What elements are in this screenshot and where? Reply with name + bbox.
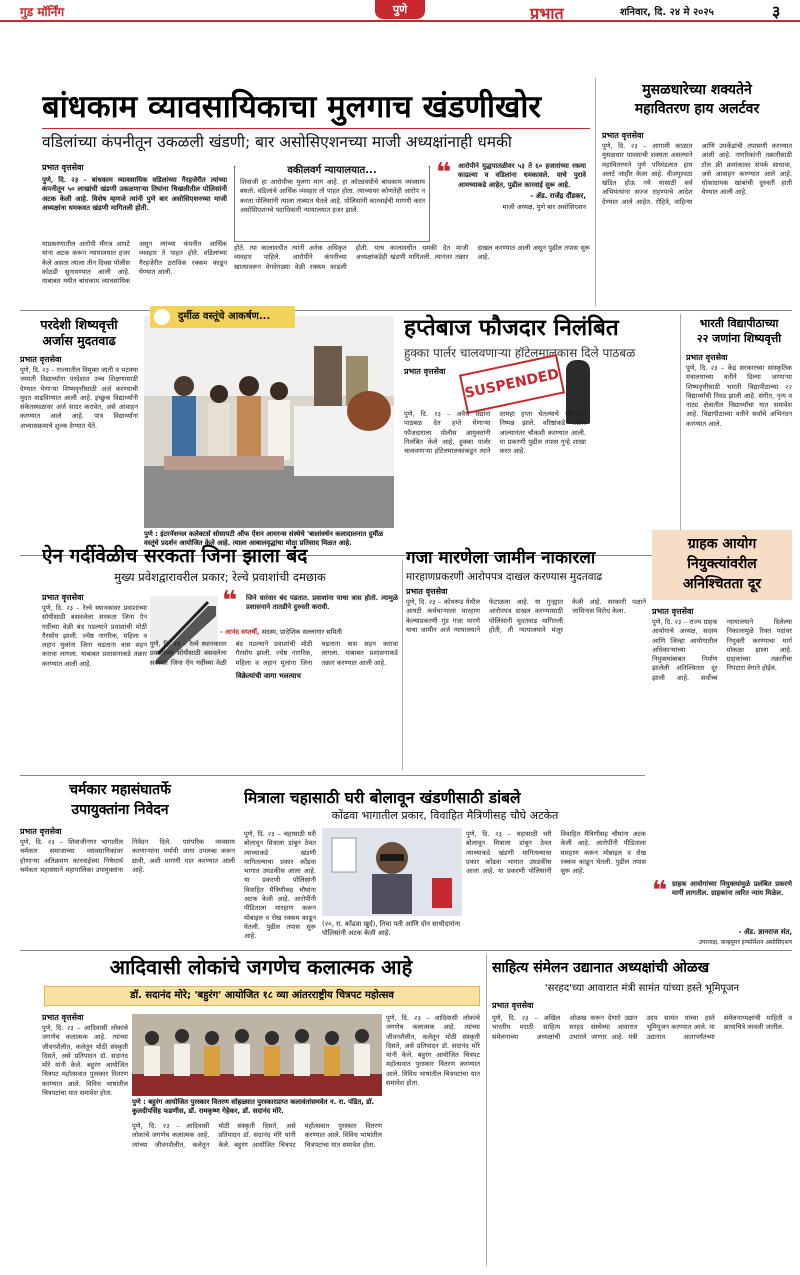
museum-caption: पुणे : इंटरनॅशनल कलेक्टर्स सोसायटी ऑफ ऐंशन आयरन्स संस्थेचे 'बालांवर्धन कलादालनात दुर्मीळ वस्तूंचे प्रदर्शन आयोजित केले आहे. त्याला आबालवृद्धांचा मोठा प्रतिसाद मिळत आहे. [144, 530, 384, 547]
gaja-text: पुणे, दि. २३ – कोथरूड येथील आयटी कर्मचाऱ्याला मारहाण केल्याप्रकरणी गुंड गजा मारणे याचा जामीन अर्ज न्यायालयाने फेटाळला आहे. या गुन्ह्यात आरोपपत्र दाखल करण्यासाठी पोलिसांनी मुदतवाढ मागितली होती, ती न्यायालयाने मंजूर केली आहे. सरकारी पक्षाने जामिनास विरोध केला. [406, 598, 646, 634]
faujdar-text: पुणे, दि. २३ – अवैध धंद्यांना पाठबळ देत हप्ते घेणाऱ्या फौजदाराला पोलीस आयुक्तांनी निलंबित केले आहे. हुक्का पार्लर चालवणाऱ्या हॉटेलमालकाकडून त्याने दरमहा हप्ता घेतल्याचे चौकशीत निष्पन्न झाले. वरिष्ठांकडे तक्रार आल्यानंतर चौकशी करण्यात आली. या प्रकरणी पुढील तपास गुन्हे शाखा करत आहे. [404, 410, 586, 456]
escalator-subtitle: विक्रेत्यांची जागा भलत्याच [236, 672, 301, 680]
mseb-headline2: महावितरण हाय अलर्टवर [634, 101, 760, 117]
lead-quote-author: - ॲड. राजेंद्र दौंडकर, [530, 192, 586, 200]
gaja-headline: गजा मारणेला जामीन नाकारला [406, 548, 596, 568]
issue-date: शनिवार, दि. २४ मे २०२५ [620, 7, 714, 18]
grahak-headline2: नियुक्त्यांवरील [687, 556, 757, 572]
lead-body1: याप्रकरणातील आरोपी मीरज आपटे यांना अटक करून न्यायालयात हजर केले असता त्याला तीन दिवस पोलीस कोठडी सुनावण्यात आली आहे. याबाबत मयीत बांधकाम व्यावसायिक असून त्यांच्या कंपनीत आर्थिक व्यवहार ते पाहत होते. वडिलांच्या गैरहजेरीत ठराविक रक्कम काढून घेण्यात आली. [42, 240, 227, 286]
page-number: ३ [772, 2, 781, 21]
charmakar-headline2: उपायुक्तांना निवेदन [71, 802, 169, 818]
escalator-quote: जिने वारंवार बंद पडतात. प्रवाशांना याचा त्रास होतो. त्यामुळे प्रशासनाने तातडीने दुरुस्ती करावी. [246, 594, 398, 612]
adivasi-text2: पुणे, दि. २३ – आदिवासी लोकांचे जगणेच कलात्मक आहे. त्यांच्या जीवनशैलीत, कलेतून मोठी संस्कृती दिसते, असे प्रतिपादन डॉ. सदानंद मोरे यांनी केले. बहुरंग आयोजित चित्रपट महोत्सवात पुरस्कार वितरण करण्यात आले. विविध भाषांतील चित्रपटांचा यात समावेश होता. [132, 1122, 382, 1149]
kondhwa-caption: (२०, रा. कोंढवा खुर्द), तिचा पती आणि दोन साथीदारांना पोलिसांनी अटक केली आहे. [322, 920, 461, 937]
lead-headline: बांधकाम व्यावसायिकाचा मुलगाच खंडणीखोर [42, 89, 542, 125]
kondhwa-text2: पुणे, दि. २३ – चहासाठी घरी बोलावून मित्राला डांबून ठेवत त्याच्याकडे खंडणी मागितल्याचा प्रकार कोंढवा भागात उघडकीस आला आहे. या प्रकरणी पोलिसांनी विवाहित मैत्रिणीसह चौघांना अटक केली आहे. आरोपींनी पीडिताला मारहाण करून मोबाइल व रोख रक्कम काढून घेतली. पुढील तपास सुरू आहे. [466, 830, 646, 876]
museum-tag: दुर्मीळ वस्तूंचे आकर्षण... [150, 306, 295, 328]
grahak-quote-icon: ❝ [652, 876, 668, 906]
charmakar-byline: प्रभात वृत्तसेवा [20, 827, 62, 836]
kondhwa-headline: मित्राला चहासाठी घरी बोलावून खंडणीसाठी डांबले [244, 789, 521, 807]
adivasi-byline: प्रभात वृत्तसेवा [42, 1013, 84, 1022]
grahak-quote-role: उपाध्यक्ष, कन्झ्युमर इन्फॉर्मेशन असोसिएशन [698, 939, 792, 946]
escalator-headline: ऐन गर्दीवेळीच सरकता जिना झाला बंद [42, 545, 308, 567]
scholarship-text: पुणे, दि. २३ – राज्यातील विमुक्त जाती व भटक्या जमाती विद्यार्थ्यांना परदेशात उच्च शिक्षणासाठी देण्यात येणाऱ्या शिष्यवृत्तीसाठी अर्ज करण्याची मुदत वाढविण्यात आली आहे. इच्छुक विद्यार्थ्यांनी संकेतस्थळावर अर्ज सादर करावेत, असे आवाहन करण्यात आले आहे. पात्र विद्यार्थ्यांना अभ्यासक्रमाचे शुल्क देण्यात येते. [20, 366, 138, 430]
faujdar-headline: हप्तेबाज फौजदार निलंबित [404, 315, 619, 341]
escalator-byline: प्रभात वृत्तसेवा [42, 593, 84, 602]
grahak-quote: ग्राहक आयोगांच्या नियुक्त्यांमुळे प्रलंबित प्रकरणे मार्गी लागतील. ग्राहकांना त्वरित न्याय मिळेल. [672, 880, 792, 898]
adivasi-photo [132, 1014, 382, 1096]
grahak-text: पुणे, दि. २३ – राज्य ग्राहक आयोगाचे अध्यक्ष, सदस्य आणि जिल्हा आयोगातील अधिकाऱ्यांच्या नियुक्त्यांबाबत निर्माण झालेली अनिश्चितता दूर झाली आहे. सर्वोच्च न्यायालयाने दिलेल्या निकालामुळे रिक्त पदांवर नियुक्ती करण्याचा मार्ग मोकळा झाला आहे. ग्राहकांच्या तक्रारींचा निपटारा वेगाने होईल. [652, 618, 792, 682]
grahak-headline3: अनिश्चितता दूर [682, 576, 762, 592]
escalator-quote-role: सदस्य, प्रादेशिक सल्लागार समिती [261, 628, 342, 636]
col-divider [595, 78, 596, 306]
charmakar-text: पुणे, दि. २३ – शिवाजीनगर भागातील चर्मकार समाजाच्या व्यावसायिकांवर होणाऱ्या अतिक्रमण कारवाईच्या निषेधार्थ चर्मकार महासंघाने महापालिका उपायुक्तांना निवेदन दिले. पारंपरिक व्यवसाय करणाऱ्यांना पर्यायी जागा उपलब्ध करून द्यावी, अशी मागणी यात करण्यात आली आहे. [20, 838, 235, 874]
section-rule-3 [20, 775, 645, 776]
escalator-subhead: मुख्य प्रवेशद्वारावरील प्रकार; रेल्वे प्रवाशांची दमछाक [114, 570, 326, 584]
section-rule-4 [20, 950, 792, 951]
newspaper-logo: प्रभात [530, 4, 564, 23]
escalator-text2: पुणे, दि. २३ – रेल्वे स्थानकावर प्रवाशांच्या सोयीसाठी बसवलेला सरकता जिना ऐन गर्दीच्या वेळी बंद पडल्याने प्रवाशांची मोठी गैरसोय झाली. ज्येष्ठ नागरिक, महिला व लहान मुलांना जिना चढताना त्रास सहन करावा लागला. याबाबत प्रशासनाकडे तक्रार करण्यात आली आहे. [150, 640, 398, 667]
vidyapeeth-text: पुणे, दि. २३ – केंद्र सरकारच्या सांस्कृतिक मंत्रालयाच्या वतीने दिल्या जाणाऱ्या शिष्यवृत्तीसाठी भारती विद्यापीठाच्या २२ विद्यार्थ्यांची निवड झाली आहे. संगीत, नृत्य व नाट्य क्षेत्रातील विद्यार्थ्यांचा यात समावेश आहे. विद्यापीठाच्या वतीने सर्वांचे अभिनंदन करण्यात आले. [686, 364, 792, 428]
museum-photo [144, 316, 394, 528]
kondhwa-subhead: कोंढवा भागातील प्रकार, विवाहित मैत्रिणीसह चौघे अटकेत [331, 809, 559, 822]
faujdar-byline: प्रभात वृत्तसेवा [404, 367, 446, 376]
quote-mark-icon: ❝ [436, 158, 452, 188]
escalator-quote-icon: ❝ [222, 586, 238, 616]
lead-quote-role: माजी अध्यक्ष, पुणे बार असोसिएशन [502, 203, 586, 211]
sahitya-byline: प्रभात वृत्तसेवा [492, 1001, 534, 1010]
adivasi-subhead: डॉ. सदानंद मोरे; 'बहुरंग' आयोजित १८ व्या आंतरराष्ट्रीय चित्रपट महोत्सव [44, 986, 480, 1006]
grahak-quote-author: - ॲड. ज्ञानराज संत, [738, 928, 792, 936]
lead-body2: होते. त्या कालावधीत त्यांनी अनेक अधिकृत व्यवहार पाहिले. आरोपीने कंपनीच्या खात्यावरून वेगवेगळ्या वेळी रक्कम काढली होती. याच कालावधीत धमकी देत माजी अध्यक्षांकडेही खंडणी मागितली. त्यानंतर तक्रार दाखल करण्यात आली असून पुढील तपास सुरू आहे. [234, 244, 590, 271]
vidyapeeth-byline: प्रभात वृत्तसेवा [686, 353, 728, 362]
sahitya-subhead: 'सरहद'च्या आवारात मंत्री सामंत यांच्या हस्ते भूमिपूजन [544, 983, 740, 994]
lead-quote: आरोपीने युद्धपातळीवर ५३ ते ६० हजारांच्या रकमा काढल्या व वडिलांना धमकावले. याचे पुरावे आमच्याकडे आहेत, पुढील कारवाई सुरू आहे. [458, 162, 586, 189]
suspended-stamp: SUSPENDED [459, 354, 565, 414]
lead-subhead: वडिलांच्या कंपनीतून उकळली खंडणी; बार असोसिएशनच्या माजी अध्यक्षांनाही धमकी [42, 133, 512, 151]
escalator-text: पुणे, दि. २३ – रेल्वे स्थानकावर प्रवाशांच्या सोयीसाठी बसवलेला सरकता जिना ऐन गर्दीच्या वेळी बंद पडल्याने प्रवाशांची मोठी गैरसोय झाली. ज्येष्ठ नागरिक, महिला व लहान मुलांना जिना चढताना त्रास सहन करावा लागला. याबाबत प्रशासनाकडे तक्रार करण्यात आली आहे. [42, 604, 147, 668]
col-divider-2 [680, 314, 681, 550]
sahitya-headline: साहित्य संमेलन उद्यानात अध्यक्षांची ओळख [492, 960, 710, 976]
adivasi-text3: पुणे, दि. २३ – आदिवासी लोकांचे जगणेच कलात्मक आहे. त्यांच्या जीवनशैलीत, कलेतून मोठी संस्कृती दिसते, असे प्रतिपादन डॉ. सदानंद मोरे यांनी केले. बहुरंग आयोजित चित्रपट महोत्सवात पुरस्कार वितरण करण्यात आले. विविध भाषांतील चित्रपटांचा यात समावेश होता. [386, 1014, 480, 1088]
lead-rule [42, 128, 590, 129]
escalator-quote-author [220, 627, 398, 636]
mseb-headline: मुसळधारेच्या शक्यतेने [642, 82, 752, 98]
sidebox-title: वकीलवर्ग न्यायालयात... [236, 162, 428, 176]
kondhwa-text: पुणे, दि. २३ – चहासाठी घरी बोलावून मित्राला डांबून ठेवत त्याच्याकडे खंडणी मागितल्याचा प्रकार कोंढवा भागात उघडकीस आला आहे. या प्रकरणी पोलिसांनी विवाहित मैत्रिणीसह चौघांना अटक केली आहे. आरोपींनी पीडिताला मारहाण करून मोबाइल व रोख रक्कम काढून घेतली. पुढील तपास सुरू आहे. [244, 830, 316, 941]
city-tab[interactable]: पुणे [375, 0, 425, 19]
sidebox-text: शिवाजी हा आरोपीचा मुलगा माग आहे. हा कोट्यवधीचे बांधकाम व्यवसाय बघतो. वडिलांचे आर्थिक व्यवहार तो पाहत होता. त्याच्यावर कोणतेही आरोप न करता पोलिसांनी त्याला ताब्यात घेतले आहे. पोलिसांनी कारवाईची मागणी करत असोसिएशनचे पदाधिकारी न्यायालयात हजर झाले. [240, 178, 425, 214]
sahitya-text: पुणे, दि. २३ – अखिल भारतीय मराठी साहित्य संमेलनाच्या अध्यक्षांची ओळख करून देणारे उद्यान सरहद संस्थेच्या आवारात उभारले जाणार आहे. मंत्री उदय सामंत यांच्या हस्ते भूमिपूजन करण्यात आले. या उद्यानात आतापर्यंतच्या संमेलनाध्यक्षांची माहिती व छायाचित्रे लावली जातील. [492, 1014, 792, 1041]
section-rule [20, 310, 792, 311]
adivasi-caption: पुणे : बहुरंग आयोजित पुरस्कार वितरण सोहळ्यात पुरस्कारप्राप्त कलावंतांसमवेत न. रा. पंडित, डॉ. कुलदीपसिंह फडणीस, डॉ. रामकृष्ण गेहेकर, डॉ. सदानंद मोरे. [132, 1098, 375, 1115]
scholarship-headline: परदेशी शिष्यवृत्ती [40, 317, 118, 332]
col-divider-3 [402, 560, 403, 770]
mseb-byline: प्रभात वृत्तसेवा [602, 131, 644, 140]
lead-intro: पुणे, दि. २३ – बांधकाम व्यावसायिक वडिलांच्या गैरहजेरीत त्यांच्या कंपनीतून ५० लाखांची खंडणी उकळणाऱ्या तिघांना चिखलीतील पोलिसांनी अटक केली आहे. विशेष म्हणजे त्यांनी पुणे बार असोसिएशनच्या माजी अध्यक्षांना धमकवत खंडणी मागितली होती. [42, 176, 227, 212]
vidyapeeth-headline2: २२ जणांना शिष्यवृत्ती [696, 332, 782, 345]
adivasi-headline: आदिवासी लोकांचे जगणेच कलात्मक आहे [109, 955, 413, 979]
scholarship-headline2: अर्जास मुदतवाढ [42, 333, 116, 348]
photo-icon [154, 309, 170, 325]
charmakar-headline: चर्मकार महासंघातर्फे [69, 782, 171, 798]
gaja-byline: प्रभात वृत्तसेवा [406, 587, 448, 596]
col-divider-4 [486, 954, 487, 1266]
scholarship-byline: प्रभात वृत्तसेवा [20, 355, 62, 364]
grahak-headline: ग्राहक आयोग [687, 536, 757, 552]
mseb-text: पुणे, दि. २३ – आगामी काळात मुसळधार पावसाची शक्यता असल्याने महावितरणने पुणे परिमंडलात हाय अलर्ट जाहीर केला आहे. वीजपुरवठा खंडित होऊ नये यासाठी सर्व अभियंत्यांना सज्ज राहण्याचे आदेश देण्यात आले आहेत. रोहित्रे, वाहिन्या आणि उपकेंद्रांची तपासणी करण्यात आली आहे. नागरिकांनी तक्रारीसाठी टोल फ्री क्रमांकावर संपर्क साधावा, असे आवाहन करण्यात आले आहे. धोकादायक खांबांची दुरुस्ती हाती घेण्यात आली आहे. [602, 142, 792, 206]
faujdar-subhead: हुक्का पार्लर चालवणाऱ्या हॉटेलमालकास दिले पाठबळ [404, 346, 636, 360]
lead-byline: प्रभात वृत्तसेवा [42, 163, 84, 172]
kondhwa-illustration [322, 828, 462, 916]
vidyapeeth-headline: भारती विद्यापीठाच्या [699, 317, 779, 330]
escalator-quote-name: - आनंद सप्तर्षी, [220, 628, 260, 636]
section-label: गुड मॉर्निंग [20, 5, 65, 19]
grahak-byline: प्रभात वृत्तसेवा [652, 607, 694, 616]
adivasi-text: पुणे, दि. २३ – आदिवासी लोकांचे जगणेच कलात्मक आहे. त्यांच्या जीवनशैलीत, कलेतून मोठी संस्कृती दिसते, असे प्रतिपादन डॉ. सदानंद मोरे यांनी केले. बहुरंग आयोजित चित्रपट महोत्सवात पुरस्कार वितरण करण्यात आले. विविध भाषांतील चित्रपटांचा यात समावेश होता. [42, 1024, 128, 1098]
gaja-subhead: मारहाणप्रकरणी आरोपपत्र दाखल करण्यास मुदतवाढ [406, 571, 603, 583]
